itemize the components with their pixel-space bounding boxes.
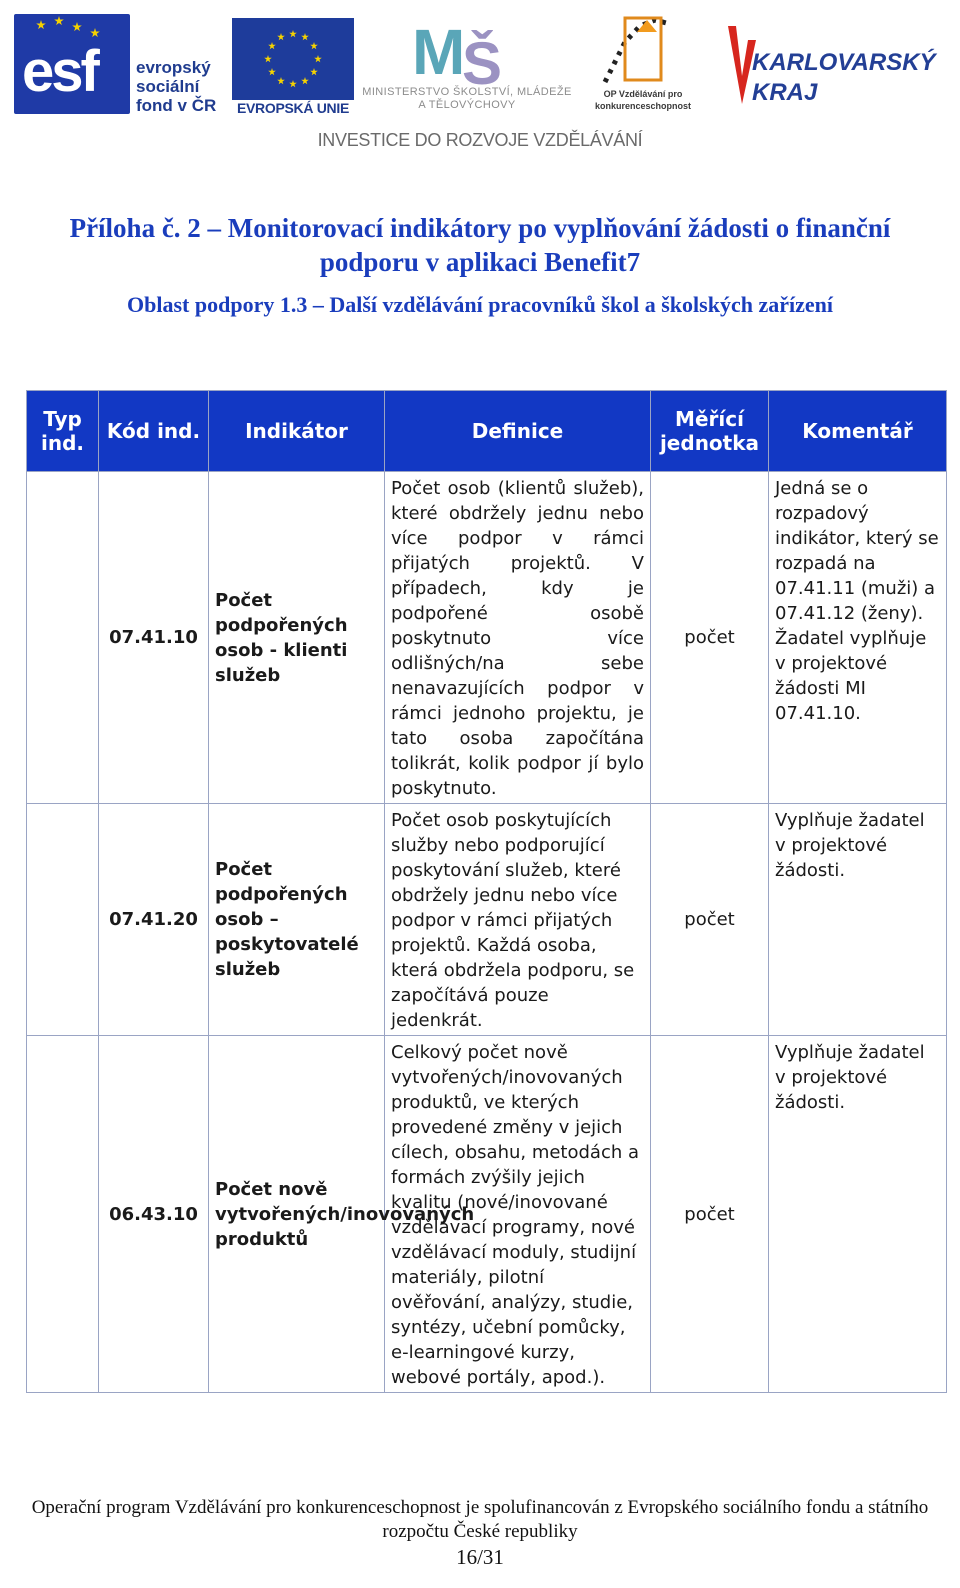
cell-jednotka: počet: [651, 804, 769, 1036]
cell-indikator: Počet podpořených osob – poskytovatelé služeb: [209, 804, 385, 1036]
table-header-row: [27, 391, 947, 472]
table-row: [27, 1036, 947, 1393]
header-kod: Kód ind.: [99, 391, 209, 472]
op-logo: [595, 12, 685, 92]
investice-slogan: INVESTICE DO ROZVOJE VZDĚLÁVÁNÍ: [317, 130, 643, 150]
cell-definice: Počet osob poskytujících služby nebo podporující poskytování služeb, které obdržely jednu nebo více podpor v rámci přijatých projektů. Každá osoba, která obdržela podporu, se započítává pouze jedenkrát.: [385, 804, 651, 1036]
cell-typ: [27, 1036, 99, 1393]
msmt-logo: [410, 12, 530, 92]
cell-komentar: Vyplňuje žadatel v projektové žádosti.: [769, 804, 947, 1036]
msmt-logo-text: MINISTERSTVO ŠKOLSTVÍ, MLÁDEŽE A TĚLOVÝCHOVY: [362, 86, 572, 111]
esf-logo: esf: [14, 14, 130, 114]
table-row: [27, 472, 947, 804]
document-title: Příloha č. 2 – Monitorovací indikátory po vyplňování žádosti o finanční podporu v aplikaci Benefit7: [69, 213, 891, 277]
footer-text: Operační program Vzdělávání pro konkurenceschopnost je spolufinancován z Evropského sociálního fondu a státního rozpočtu České republiky: [31, 1497, 929, 1542]
eu-caption: EVROPSKÁ UNIE: [236, 100, 349, 116]
document-subtitle: Oblast podpory 1.3 – Další vzdělávání pracovníků škol a školských zařízení: [127, 292, 833, 317]
table-row: [27, 804, 947, 1036]
cell-jednotka: počet: [651, 472, 769, 804]
esf-logo-text: evropský sociální fond v ČR: [136, 58, 217, 115]
header-merici-jednotka: Měřící jednotka: [651, 391, 769, 472]
cell-typ: [27, 804, 99, 1036]
op-logo-text: OP Vzdělávání pro konkurenceschopnost: [594, 89, 692, 111]
cell-jednotka: počet: [651, 1036, 769, 1393]
header-typ: Typ ind.: [27, 391, 99, 472]
kv-logo-text: KARLOVARSKÝ KRAJ: [752, 49, 936, 106]
cell-komentar: Jedná se o rozpadový indikátor, který se rozpadá na 07.41.11 (muži) a 07.41.12 (ženy). Žadatel vyplňuje v projektové žádosti MI 07.41.10.: [769, 472, 947, 804]
eu-flag-logo: [232, 18, 354, 100]
cell-typ: [27, 472, 99, 804]
page-number: 16/31: [456, 1545, 504, 1569]
cell-kod: 06.43.10: [99, 1036, 209, 1393]
cell-komentar: Vyplňuje žadatel v projektové žádosti.: [769, 1036, 947, 1393]
indicator-table: [26, 390, 947, 1393]
svg-text:M: M: [412, 16, 466, 88]
logo-header: [0, 0, 960, 170]
cell-definice: Počet osob (klientů služeb), které obdržely jednu nebo více podpor v rámci přijatých projektů. V případech, kdy je podpořené osobě poskytnuto více odlišných/na sebe nenavazujících podpor v rámci jednoho projektu, je tato osoba započítána tolikrát, kolik podpor jí bylo poskytnuto.: [385, 472, 651, 804]
cell-definice: Celkový počet nově vytvořených/inovovaných produktů, ve kterých provedené změny v jejich cílech, obsahu, metodách a formách zvýšily jejich kvalitu (nové/inovované vzdělávací programy, nové vzdělávací moduly, studijní materiály, pilotní ověřování, analýzy, studie, syntézy, učební pomůcky, e-learningové kurzy, webové portály, apod.).: [385, 1036, 651, 1393]
header-indikator: Indikátor: [209, 391, 385, 472]
cell-kod: 07.41.20: [99, 804, 209, 1036]
svg-text:Š: Š: [462, 30, 503, 92]
header-komentar: Komentář: [769, 391, 947, 472]
header-definice: Definice: [385, 391, 651, 472]
cell-indikator: Počet podpořených osob - klienti služeb: [209, 472, 385, 804]
cell-kod: 07.41.10: [99, 472, 209, 804]
cell-indikator: Počet nově vytvořených/inovovaných produktů: [209, 1036, 385, 1393]
